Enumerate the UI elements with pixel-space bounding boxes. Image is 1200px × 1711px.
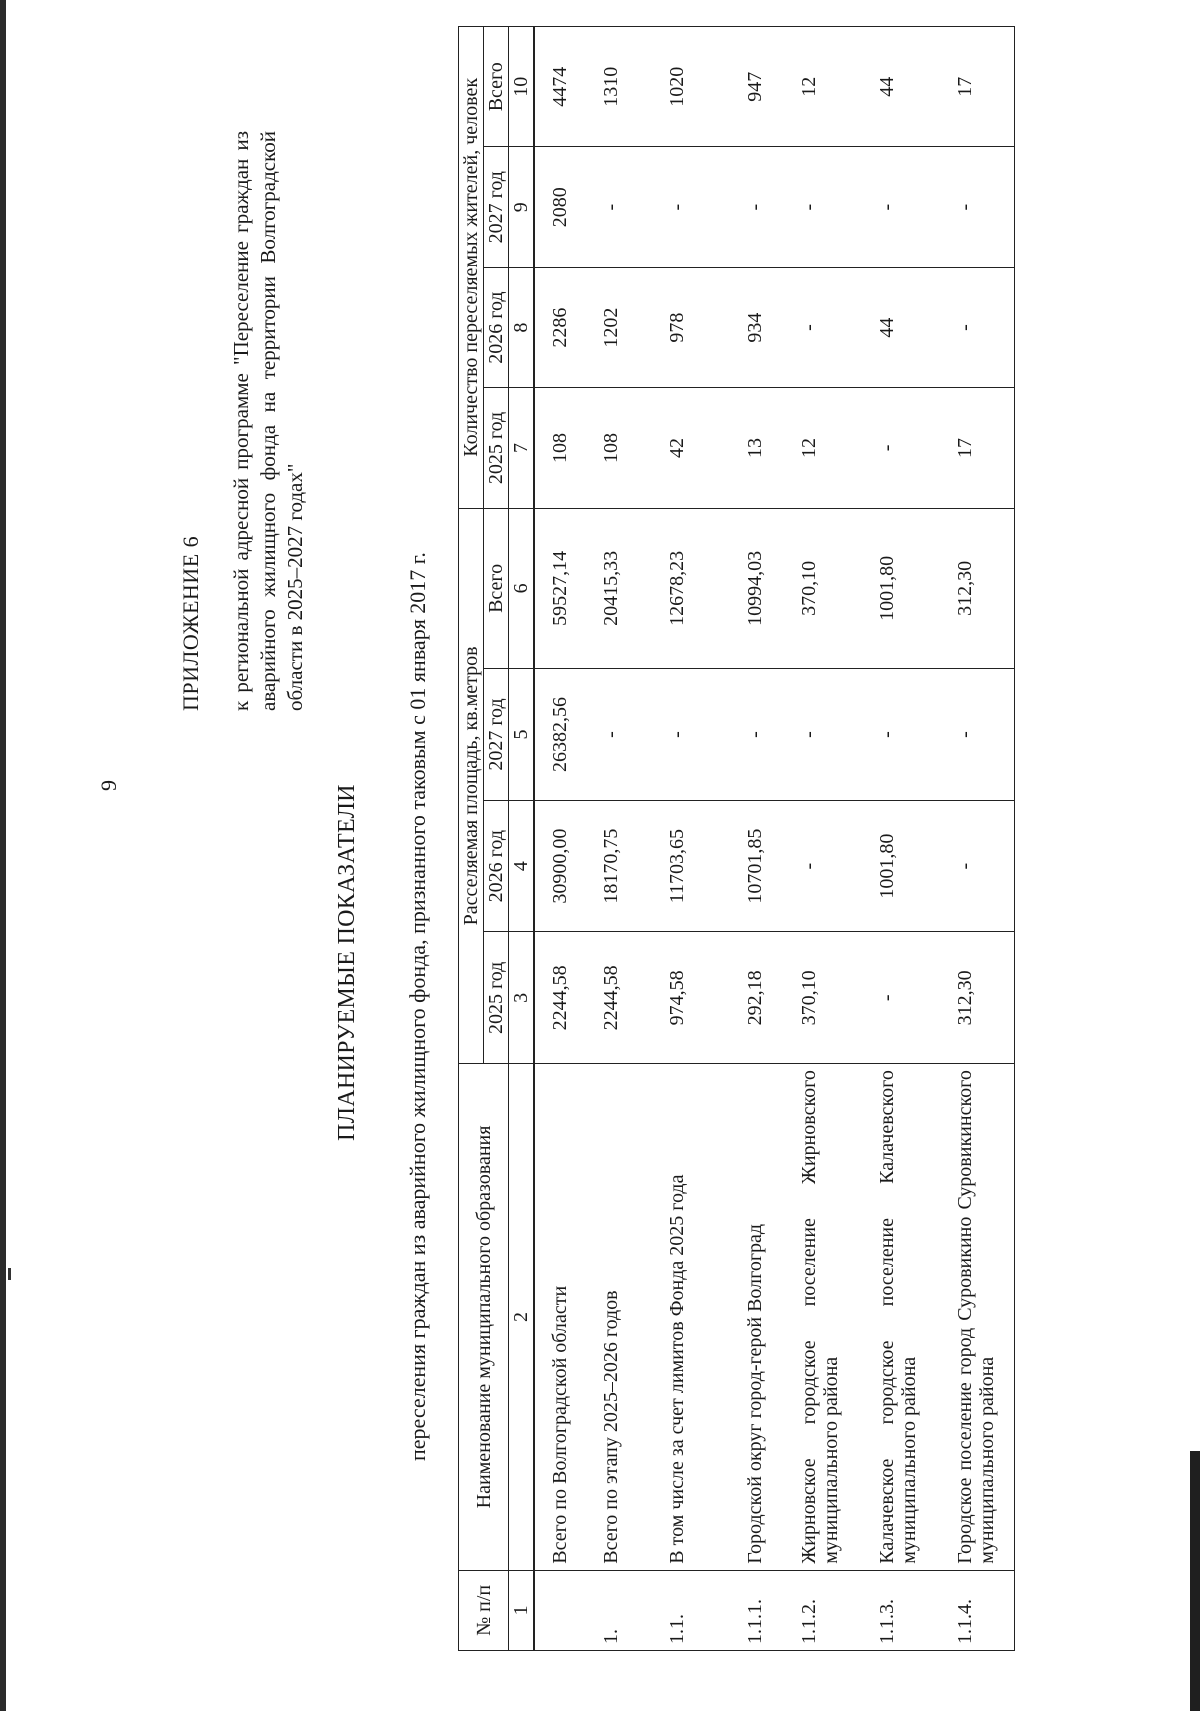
- row-name: Городской округ город-герой Волгоград: [730, 1064, 784, 1571]
- row-num: 1.1.: [652, 1570, 730, 1650]
- row-num: [534, 1570, 586, 1650]
- residents-2026: 978: [652, 267, 730, 387]
- column-number: 10: [509, 27, 535, 148]
- area-2027: -: [586, 669, 652, 801]
- area-2026: 11703,65: [652, 800, 730, 932]
- residents-2027: -: [784, 147, 862, 267]
- row-name: Жирновское городское поселение Жирновского муниципального района: [784, 1064, 862, 1571]
- area-2025: 2244,58: [534, 932, 586, 1064]
- area-total: 312,30: [940, 508, 1014, 669]
- area-2025: -: [862, 932, 940, 1064]
- residents-total: 4474: [534, 27, 586, 148]
- column-number: 5: [509, 669, 535, 801]
- row-num: 1.1.2.: [784, 1570, 862, 1650]
- row-num: 1.1.3.: [862, 1570, 940, 1650]
- appendix-description: к региональной адресной программе "Переселение граждан из аварийного жилищного фонда на территории Волгоградской области в 2025–2027 годах": [229, 131, 307, 711]
- column-number: 8: [509, 267, 535, 387]
- residents-2025: 42: [652, 388, 730, 508]
- header-area-total: Всего: [484, 508, 509, 669]
- area-2026: 1001,80: [862, 800, 940, 932]
- residents-2027: -: [730, 147, 784, 267]
- area-2027: -: [940, 669, 1014, 801]
- table-row: [940, 27, 1014, 1651]
- document-subtitle: переселения граждан из аварийного жилищного фонда, признанного таковым с 01 января 2017 г.: [405, 552, 430, 1461]
- header-res-total: Всего: [484, 27, 509, 148]
- table-row: [586, 27, 652, 1651]
- residents-2027: -: [862, 147, 940, 267]
- header-area-2026: 2026 год: [484, 800, 509, 932]
- column-number: 9: [509, 147, 535, 267]
- residents-2025: 108: [586, 388, 652, 508]
- area-2025: 2244,58: [586, 932, 652, 1064]
- row-name: Калачевское городское поселение Калачевского муниципального района: [862, 1064, 940, 1571]
- table-row: [730, 27, 784, 1651]
- residents-2025: 13: [730, 388, 784, 508]
- row-num: 1.1.4.: [940, 1570, 1014, 1650]
- table-row: [652, 27, 730, 1651]
- header-residents-group: Количество переселяемых жителей, человек: [459, 27, 484, 509]
- header-res-2025: 2025 год: [484, 388, 509, 508]
- residents-2027: -: [586, 147, 652, 267]
- residents-2027: -: [940, 147, 1014, 267]
- column-numbers-row: [509, 27, 535, 1651]
- area-total: 59527,14: [534, 508, 586, 669]
- residents-2025: 108: [534, 388, 586, 508]
- area-total: 20415,33: [586, 508, 652, 669]
- area-2025: 370,10: [784, 932, 862, 1064]
- area-total: 370,10: [784, 508, 862, 669]
- residents-2025: 17: [940, 388, 1014, 508]
- residents-2026: 934: [730, 267, 784, 387]
- area-2025: 292,18: [730, 932, 784, 1064]
- residents-2025: -: [862, 388, 940, 508]
- residents-2027: -: [652, 147, 730, 267]
- area-2026: -: [784, 800, 862, 932]
- table-row: [862, 27, 940, 1651]
- row-name: Городское поселение город Суровикино Суровикинского муниципального района: [940, 1064, 1014, 1571]
- residents-total: 17: [940, 27, 1014, 148]
- area-total: 10994,03: [730, 508, 784, 669]
- area-2027: 26382,56: [534, 669, 586, 801]
- column-number: 1: [509, 1570, 535, 1650]
- header-num: № п/п: [459, 1570, 509, 1650]
- column-number: 3: [509, 932, 535, 1064]
- residents-total: 12: [784, 27, 862, 148]
- document-title: ПЛАНИРУЕМЫЕ ПОКАЗАТЕЛИ: [334, 784, 360, 1141]
- area-2027: -: [784, 669, 862, 801]
- area-2027: -: [862, 669, 940, 801]
- page-number: 9: [96, 780, 121, 791]
- header-res-2027: 2027 год: [484, 147, 509, 267]
- residents-2026: 44: [862, 267, 940, 387]
- residents-total: 1310: [586, 27, 652, 148]
- table-row: [784, 27, 862, 1651]
- header-res-2026: 2026 год: [484, 267, 509, 387]
- residents-2026: -: [784, 267, 862, 387]
- residents-2027: 2080: [534, 147, 586, 267]
- row-name: В том числе за счет лимитов Фонда 2025 года: [652, 1064, 730, 1571]
- residents-2025: 12: [784, 388, 862, 508]
- column-number: 6: [509, 508, 535, 669]
- area-total: 12678,23: [652, 508, 730, 669]
- area-2026: -: [940, 800, 1014, 932]
- column-number: 4: [509, 800, 535, 932]
- area-2027: -: [730, 669, 784, 801]
- row-num: 1.1.1.: [730, 1570, 784, 1650]
- residents-2026: 2286: [534, 267, 586, 387]
- residents-total: 1020: [652, 27, 730, 148]
- area-2026: 10701,85: [730, 800, 784, 932]
- column-number: 2: [509, 1064, 535, 1571]
- header-area-2025: 2025 год: [484, 932, 509, 1064]
- appendix-title: ПРИЛОЖЕНИЕ 6: [178, 535, 203, 711]
- header-area-2027: 2027 год: [484, 669, 509, 801]
- header-name: Наименование муниципального образования: [459, 1064, 509, 1571]
- header-area-group: Расселяемая площадь, кв.метров: [459, 508, 484, 1064]
- residents-2026: -: [940, 267, 1014, 387]
- area-2025: 312,30: [940, 932, 1014, 1064]
- residents-total: 947: [730, 27, 784, 148]
- row-num: 1.: [586, 1570, 652, 1650]
- column-number: 7: [509, 388, 535, 508]
- area-2026: 30900,00: [534, 800, 586, 932]
- indicators-table: [458, 26, 1015, 1651]
- residents-2026: 1202: [586, 267, 652, 387]
- row-name: Всего по этапу 2025–2026 годов: [586, 1064, 652, 1571]
- area-2027: -: [652, 669, 730, 801]
- area-2025: 974,58: [652, 932, 730, 1064]
- area-total: 1001,80: [862, 508, 940, 669]
- row-name: Всего по Волгоградской области: [534, 1064, 586, 1571]
- residents-total: 44: [862, 27, 940, 148]
- table-row: [534, 27, 586, 1651]
- area-2026: 18170,75: [586, 800, 652, 932]
